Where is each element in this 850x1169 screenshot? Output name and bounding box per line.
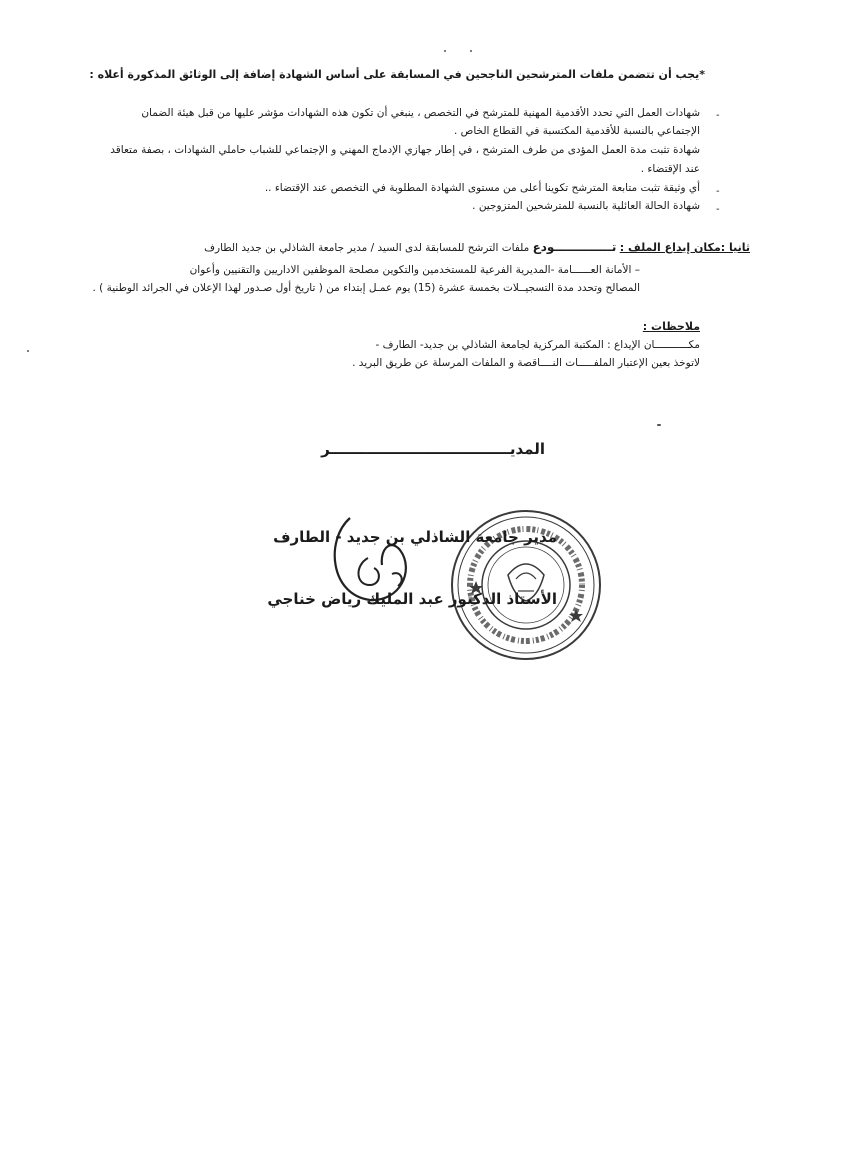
document-item-2-line1: شهادة تثبت مدة العمل المؤدى من طرف المترشح ، في إطار جهازي الإدماج المهني و الإجتماعي للشباب حاملي الشهادات ، بصفة متعاقد [110, 144, 700, 156]
note-item-2: لاتوخذ بعين الإعتبار الملفـــــات النــــاقصة و الملفات المرسلة عن طريق البريد . [352, 357, 700, 369]
document-item-1-line1: شهادات العمل التي تحدد الأقدمية المهنية للمترشح في التخصص ، ينبغي أن تكون هذه الشهادات مؤشر عليها من قبل هيئة الضمان [141, 107, 700, 119]
deposit-place-line1 [204, 240, 750, 255]
deposit-place-line2: – الأمانة العــــــامة -المديرية الفرعية للمستخدمين والتكوين مصلحة الموظفين الاداريين والتقنيين وأعوان [189, 264, 640, 276]
document-item-4: شهادة الحالة العائلية بالنسبة للمترشحين المتزوجين . [472, 200, 700, 212]
notes-heading: ملاحظات : [642, 320, 700, 333]
document-item-2-line2: عند الإقتضاء . [640, 163, 700, 175]
scan-speck [657, 424, 661, 426]
deposit-place-line3: المصالح وتحدد مدة التسجيــلات بخمسة عشرة (15) يوم عمـل إبتداء من ( تاريخ أول صـدور لهذا الإعلان في الجرائد الوطنية ) . [92, 282, 640, 294]
director-title: المديـــــــــــــــــــــــــــــــــــر [321, 440, 545, 458]
signature-line-name: الأستاذ الدكتور عبد المليك رياض خناجي [267, 590, 557, 608]
bullet-marker: - [716, 204, 720, 215]
note-item-1: مكـــــــــــان الإيداع : المكتبة المركزية لجامعة الشاذلي بن جديد- الطارف - [375, 339, 700, 351]
scan-speck [444, 50, 446, 52]
signature-line-title: مدير جامعة الشاذلي بن جديد - الطارف [273, 528, 557, 546]
document-item-1-line2: الإجتماعي بالنسبة للأقدمية المكتسبة في القطاع الخاص . [453, 125, 700, 137]
bullet-marker: - [716, 110, 720, 121]
document-item-3: أي وثيقة تثبت متابعة المترشح تكوينا أعلى من مستوى الشهادة المطلوبة في التخصص عند الإقتضاء .. [264, 182, 700, 194]
scan-speck [27, 350, 29, 352]
section-heading-deposit: ثانيا :مكان إيداع الملف : [619, 241, 750, 254]
deposit-recipient: ملفات الترشح للمسابقة لدى السيد / مدير جامعة الشاذلي بن جديد الطارف [204, 242, 530, 254]
intro-line: *يجب أن تتضمن ملفات المترشحين الناجحين في المسابقة على أساس الشهادة إضافة إلى الوثائق المذكورة أعلاه : [89, 68, 705, 81]
deposit-word: تــــــــــــــودع [532, 240, 617, 254]
scan-speck [470, 50, 472, 52]
bullet-marker: - [716, 186, 720, 197]
